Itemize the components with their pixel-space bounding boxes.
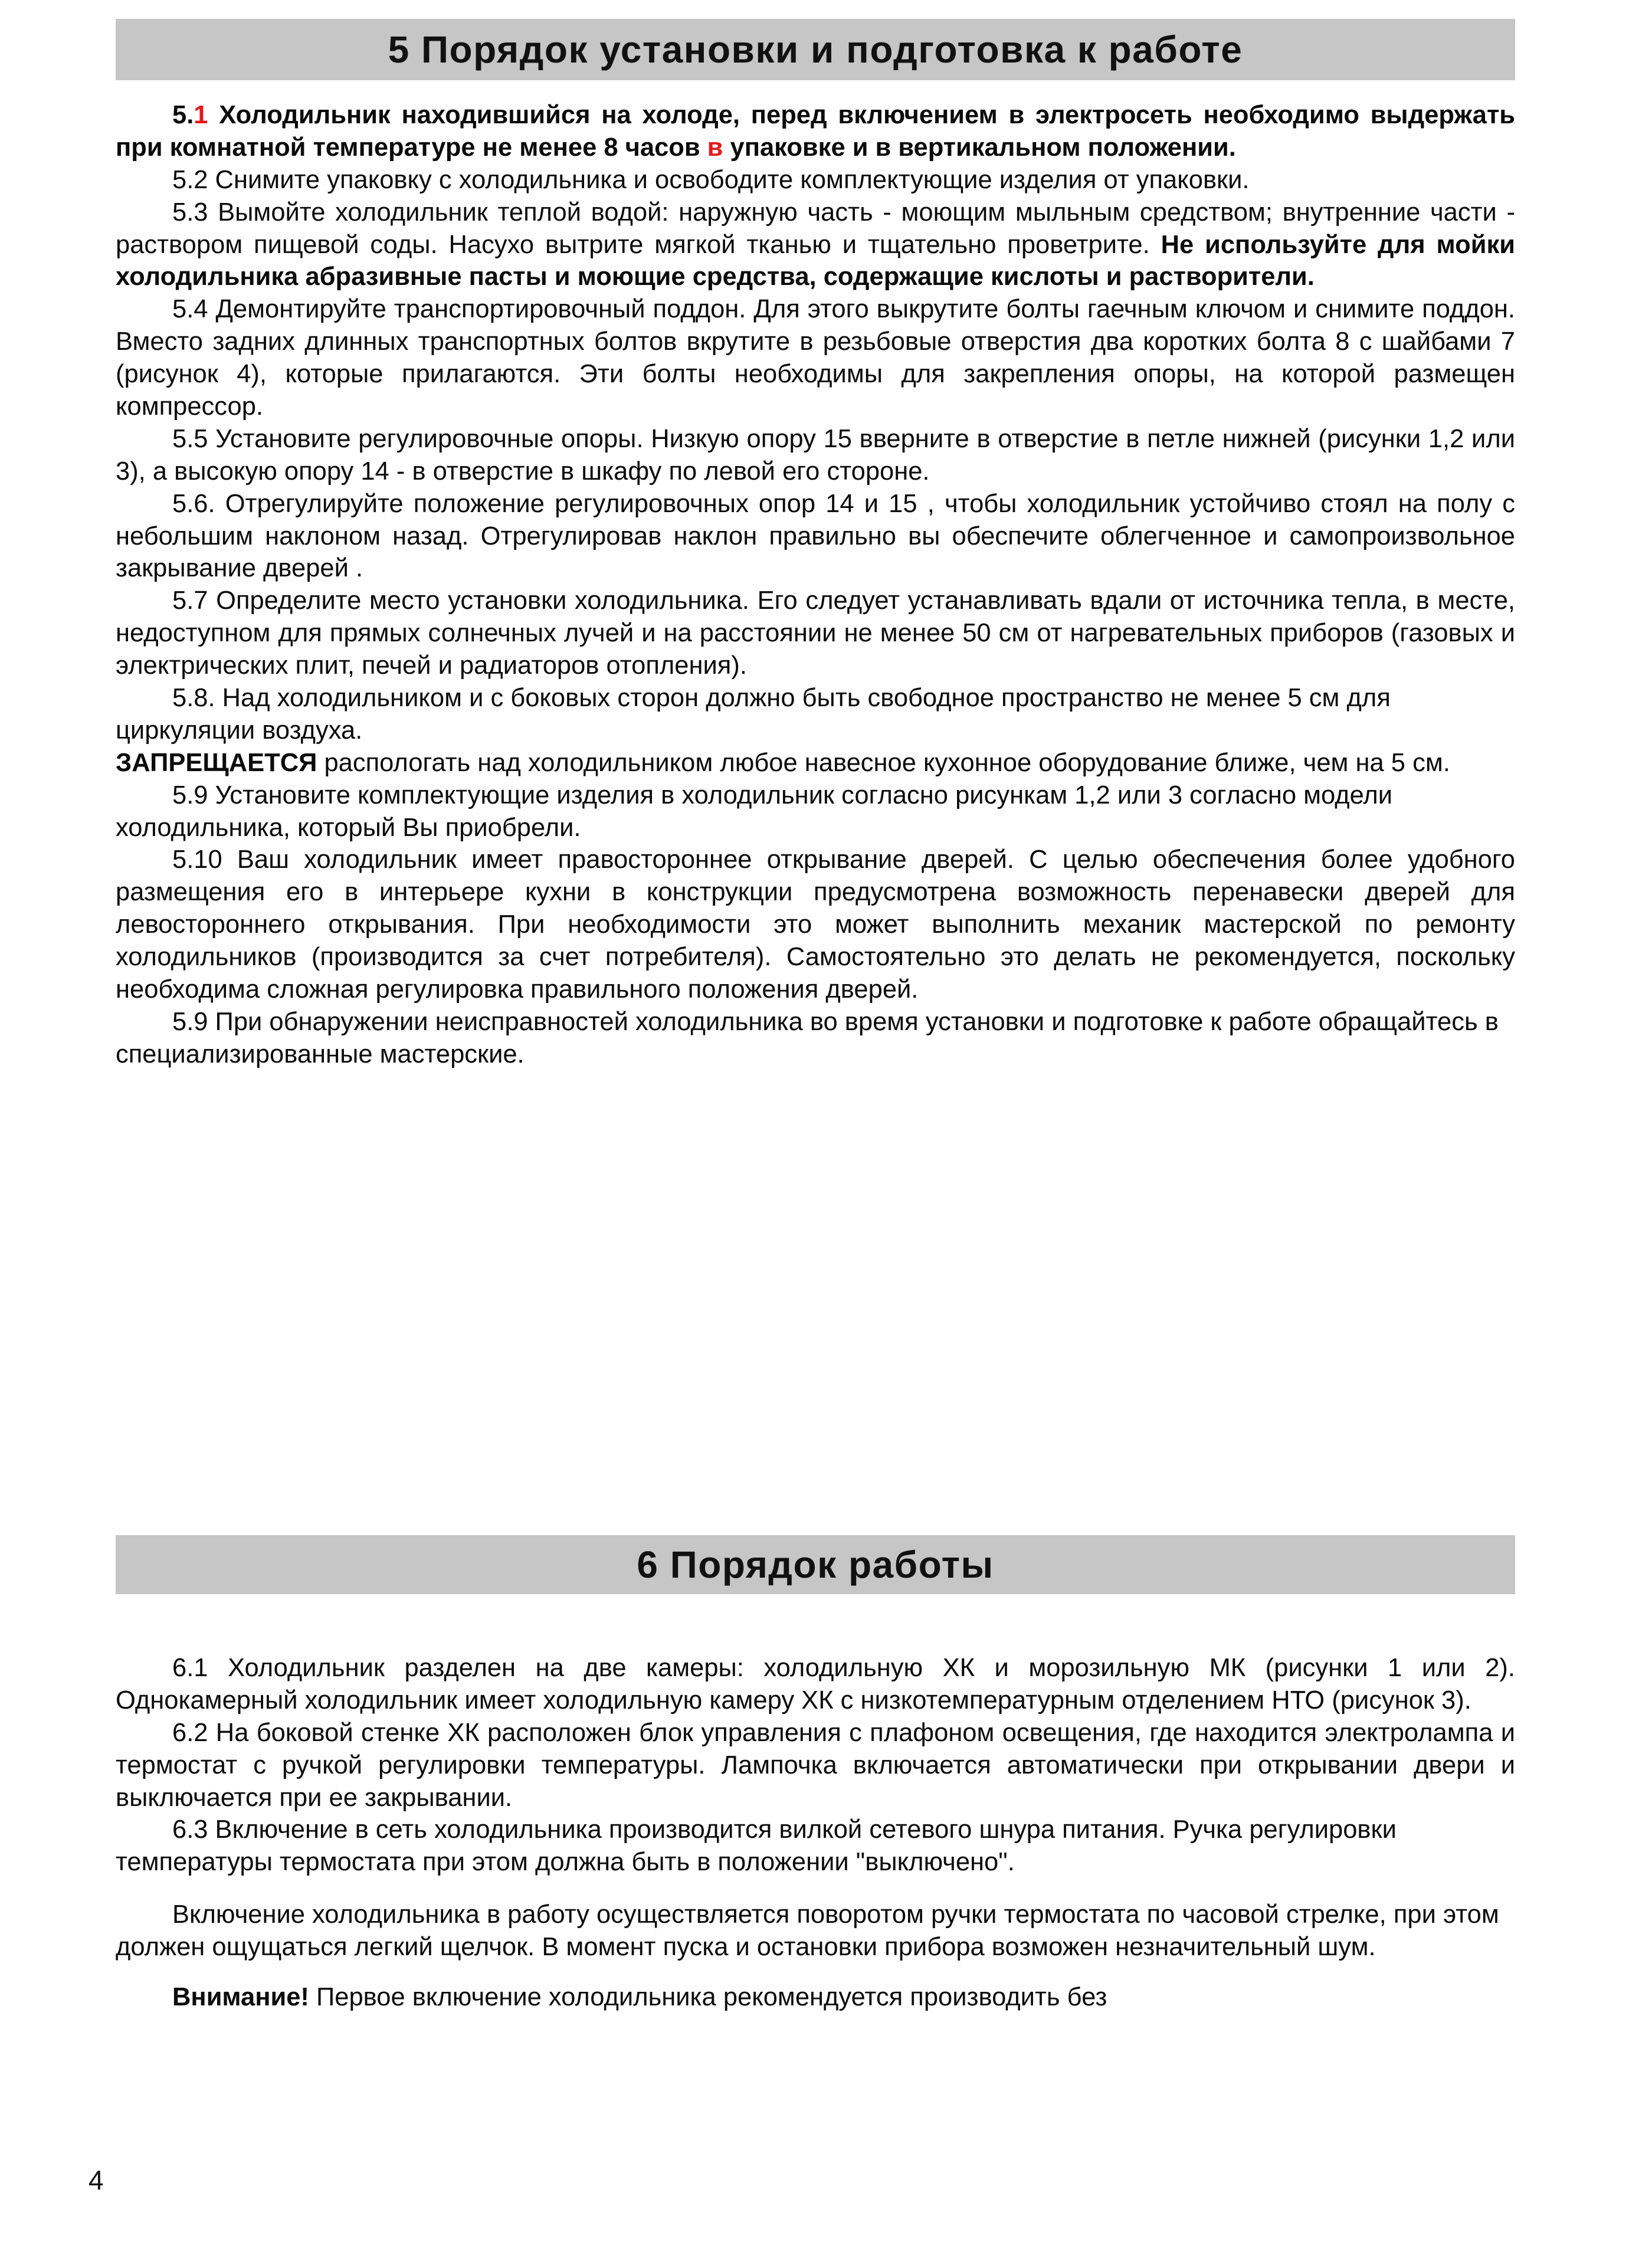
section-5-body — [116, 99, 1515, 1071]
page-number: 4 — [88, 2165, 104, 2195]
paragraph-5-1 — [116, 99, 1515, 164]
paragraph-5-3-bold-text: Не используйте для мойки холодильника абразивные пасты и моющие средства, содержащие кислоты и растворители. — [116, 230, 1515, 291]
paragraph-5-3 — [116, 196, 1515, 294]
paragraph-5-1-accent-word: в — [707, 133, 723, 162]
paragraph-5-4-text: 5.4 Демонтируйте транспортировочный поддон. Для этого выкрутите болты гаечным ключом и снимите поддон. Вместо задних длинных транспортных болтов вкрутите в резьбовые отверстия два коротких болта 8 с шайбами 7 (рисунок 4), которые прилагаются. Эти болты необходимы для закрепления опоры, на которой размещен компрессор. — [116, 295, 1515, 421]
paragraph-6-3-text: 6.3 Включение в сеть холодильника производится вилкой сетевого шнура питания. Ручка регулировки температуры термостата при этом должна быть в положении "выключено". — [116, 1815, 1397, 1877]
attention-text: Первое включение холодильника рекомендуется производить без — [309, 1983, 1107, 2012]
paragraph-6-1 — [116, 1652, 1515, 1717]
section-heading-band-6 — [116, 1535, 1515, 1594]
paragraph-5-6 — [116, 488, 1515, 585]
paragraph-5-6-text: 5.6. Отрегулируйте положение регулировочных опор 14 и 15 , чтобы холодильник устойчиво стоял на полу с небольшим наклоном назад. Отрегулировав наклон правильно вы обеспечите облегченное и самопроизвольное закрывание дверей . — [116, 489, 1515, 583]
paragraph-5-7-text: 5.7 Определите место установки холодильника. Его следует устанавливать вдали от источника тепла, в месте, недоступном для прямых солнечных лучей и на расстоянии не менее 50 см от нагревательных приборов (газовых и электрических плит, печей и радиаторов отопления). — [116, 586, 1515, 680]
paragraph-5-1-number-accent: 1 — [194, 101, 208, 129]
paragraph-6-2-text: 6.2 На боковой стенке ХК расположен блок управления с плафоном освещения, где находится электролампа и термостат с ручкой регулировки температуры. Лампочка включается автоматически при открывании двери и выключается при ее закрывании. — [116, 1718, 1515, 1812]
attention-lead-label: Внимание! — [172, 1983, 309, 2012]
paragraph-5-3-text: 5.3 Вымойте холодильник теплой водой: наружную часть - моющим мыльным средством; внутренние части - раствором пищевой соды. Насухо вытрите мягкой тканью и тщательно проветрите. — [116, 198, 1515, 259]
paragraph-6-1-text: 6.1 Холодильник разделен на две камеры: холодильную ХК и морозильную МК (рисунки 1 или 2). Однокамерный холодильник имеет холодильную камеру ХК с низкотемпературным отделением НТО (рисунок 3). — [116, 1654, 1515, 1715]
paragraph-5-1-text: Холодильник находившийся на холоде, перед включением в электросеть необходимо выдержать при комнатной температуре не менее 8 часов — [116, 101, 1515, 162]
paragraph-6-4 — [116, 1899, 1515, 1964]
paragraph-5-prohibition — [116, 747, 1515, 779]
paragraph-6-2 — [116, 1717, 1515, 1814]
prohibition-lead-label: ЗАПРЕЩАЕТСЯ — [116, 748, 317, 777]
paragraph-5-9-text: 5.9 Установите комплектующие изделия в холодильник согласно рисункам 1,2 или 3 согласно модели холодильника, который Вы приобрели. — [116, 781, 1393, 842]
paragraph-5-5-text: 5.5 Установите регулировочные опоры. Низкую опору 15 вверните в отверстие в петле нижней (рисунки 1,2 или 3), а высокую опору 14 - в отверстие в шкафу по левой его стороне. — [116, 424, 1515, 486]
paragraph-5-7 — [116, 585, 1515, 682]
paragraph-6-attention — [116, 1981, 1515, 2014]
section-6-title: 6 Порядок работы — [637, 1543, 994, 1586]
paragraph-5-8-text: 5.8. Над холодильником и с боковых сторон должно быть свободное пространство не менее 5 см для циркуляции воздуха. — [116, 684, 1391, 745]
paragraph-5-1-number-prefix: 5. — [172, 101, 194, 129]
paragraph-6-3 — [116, 1814, 1515, 1879]
paragraph-6-4-text: Включение холодильника в работу осуществляется поворотом ручки термостата по часовой стрелке, при этом должен ощущаться легкий щелчок. В момент пуска и остановки прибора возможен незначительный шум. — [116, 1900, 1499, 1962]
paragraph-5-10-text: 5.10 Ваш холодильник имеет правостороннее открывание дверей. С целью обеспечения более удобного размещения его в интерьере кухни в конструкции предусмотрена возможность перенавески дверей для левостороннего открывания. При необходимости это может выполнить механик мастерской по ремонту холодильников (производится за счет потребителя). Самостоятельно это делать не рекомендуется, поскольку необходима сложная регулировка правильного положения дверей. — [116, 845, 1515, 1004]
paragraph-5-1-text-after: упаковке и в вертикальном положении. — [723, 133, 1236, 162]
paragraph-5-9 — [116, 779, 1515, 844]
paragraph-5-2 — [116, 164, 1515, 196]
paragraph-5-9-duplicate-text: 5.9 При обнаружении неисправностей холодильника во время установки и подготовке к работе обращайтесь в специализированные мастерские. — [116, 1007, 1499, 1068]
paragraph-5-9-duplicate — [116, 1006, 1515, 1071]
paragraph-5-10 — [116, 844, 1515, 1005]
paragraph-5-8 — [116, 682, 1515, 747]
section-heading-band-5 — [116, 19, 1515, 80]
paragraph-5-2-text: 5.2 Снимите упаковку с холодильника и освободите комплектующие изделия от упаковки. — [172, 165, 1250, 194]
section-6-body — [116, 1652, 1515, 2014]
prohibition-text: распологать над холодильником любое навесное кухонное оборудование ближе, чем на 5 см. — [317, 748, 1450, 777]
paragraph-5-4 — [116, 293, 1515, 423]
paragraph-5-5 — [116, 423, 1515, 488]
section-5-title: 5 Порядок установки и подготовка к работе — [388, 28, 1243, 71]
